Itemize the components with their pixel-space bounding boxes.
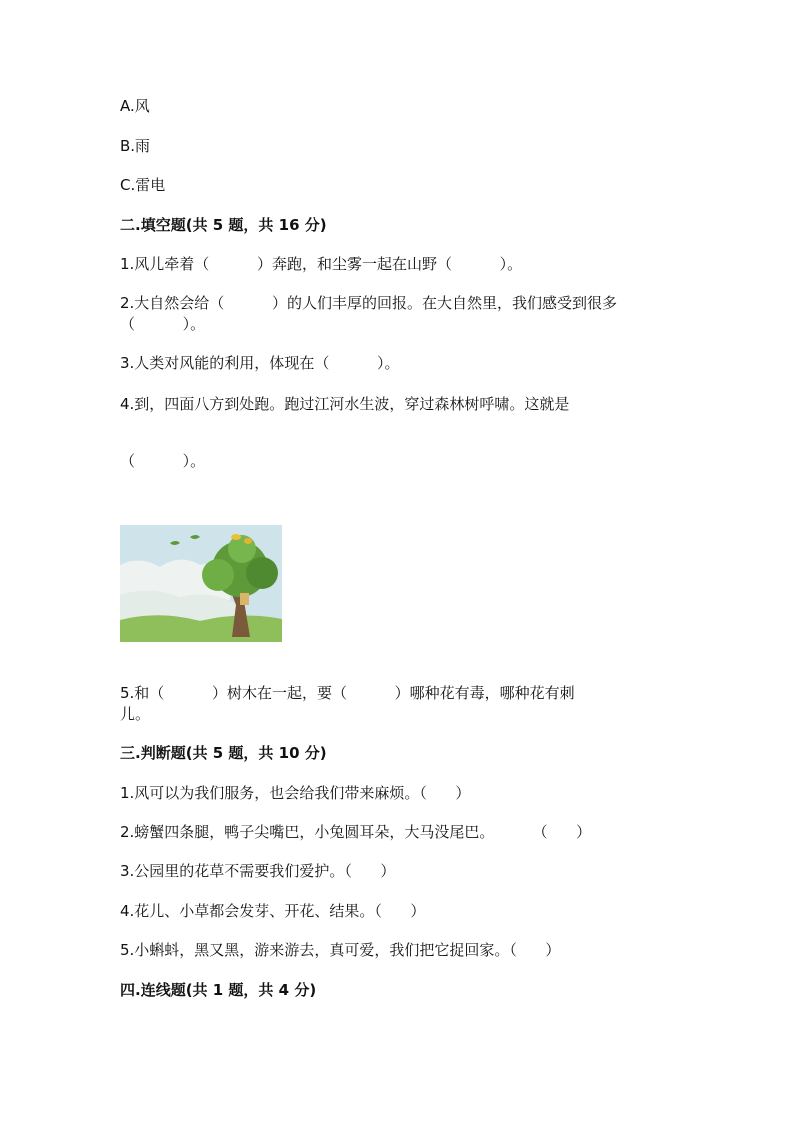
fill-q2-line2: （ ）。 bbox=[120, 315, 206, 333]
fill-q2-line1: 2.大自然会给（ ）的人们丰厚的回报。在大自然里，我们感受到很多 bbox=[120, 294, 617, 312]
section-2-title: 二.填空题(共 5 题，共 16 分) bbox=[120, 216, 327, 234]
foliage-left bbox=[202, 559, 234, 591]
foliage-right bbox=[246, 557, 278, 589]
tree-illustration bbox=[120, 525, 282, 642]
fill-q5-line1: 5.和（ ）树木在一起，要（ ）哪种花有毒，哪种花有刺 bbox=[120, 684, 575, 702]
judge-q3: 3.公园里的花草不需要我们爱护。（ ） bbox=[120, 862, 396, 880]
judge-q2: 2.螃蟹四条腿，鸭子尖嘴巴，小兔圆耳朵，大马没尾巴。 （ ） bbox=[120, 823, 592, 841]
birdhouse bbox=[240, 593, 249, 605]
bird-icon bbox=[231, 534, 241, 540]
section-4-title: 四.连线题(共 1 题，共 4 分) bbox=[120, 981, 317, 999]
bird-icon-2 bbox=[244, 538, 252, 544]
fill-q3: 3.人类对风能的利用，体现在（ ）。 bbox=[120, 354, 400, 372]
fill-q1: 1.风儿牵着（ ）奔跑，和尘雾一起在山野（ ）。 bbox=[120, 255, 523, 273]
choice-a: A.风 bbox=[120, 97, 150, 115]
foliage-top bbox=[228, 535, 256, 563]
judge-q5: 5.小蝌蚪，黑又黑，游来游去，真可爱，我们把它捉回家。（ ） bbox=[120, 941, 561, 959]
fill-q4-line1: 4.到，四面八方到处跑。跑过江河水生波，穿过森林树呼啸。这就是 bbox=[120, 395, 570, 413]
choice-c: C.雷电 bbox=[120, 176, 166, 194]
fill-q4-line2: （ ）。 bbox=[120, 452, 206, 470]
judge-q4: 4.花儿、小草都会发芽、开花、结果。（ ） bbox=[120, 902, 426, 920]
section-3-title: 三.判断题(共 5 题，共 10 分) bbox=[120, 744, 327, 762]
judge-q1: 1.风可以为我们服务，也会给我们带来麻烦。（ ） bbox=[120, 784, 471, 802]
choice-b: B.雨 bbox=[120, 137, 151, 155]
fill-q5-line2: 儿。 bbox=[120, 705, 151, 723]
